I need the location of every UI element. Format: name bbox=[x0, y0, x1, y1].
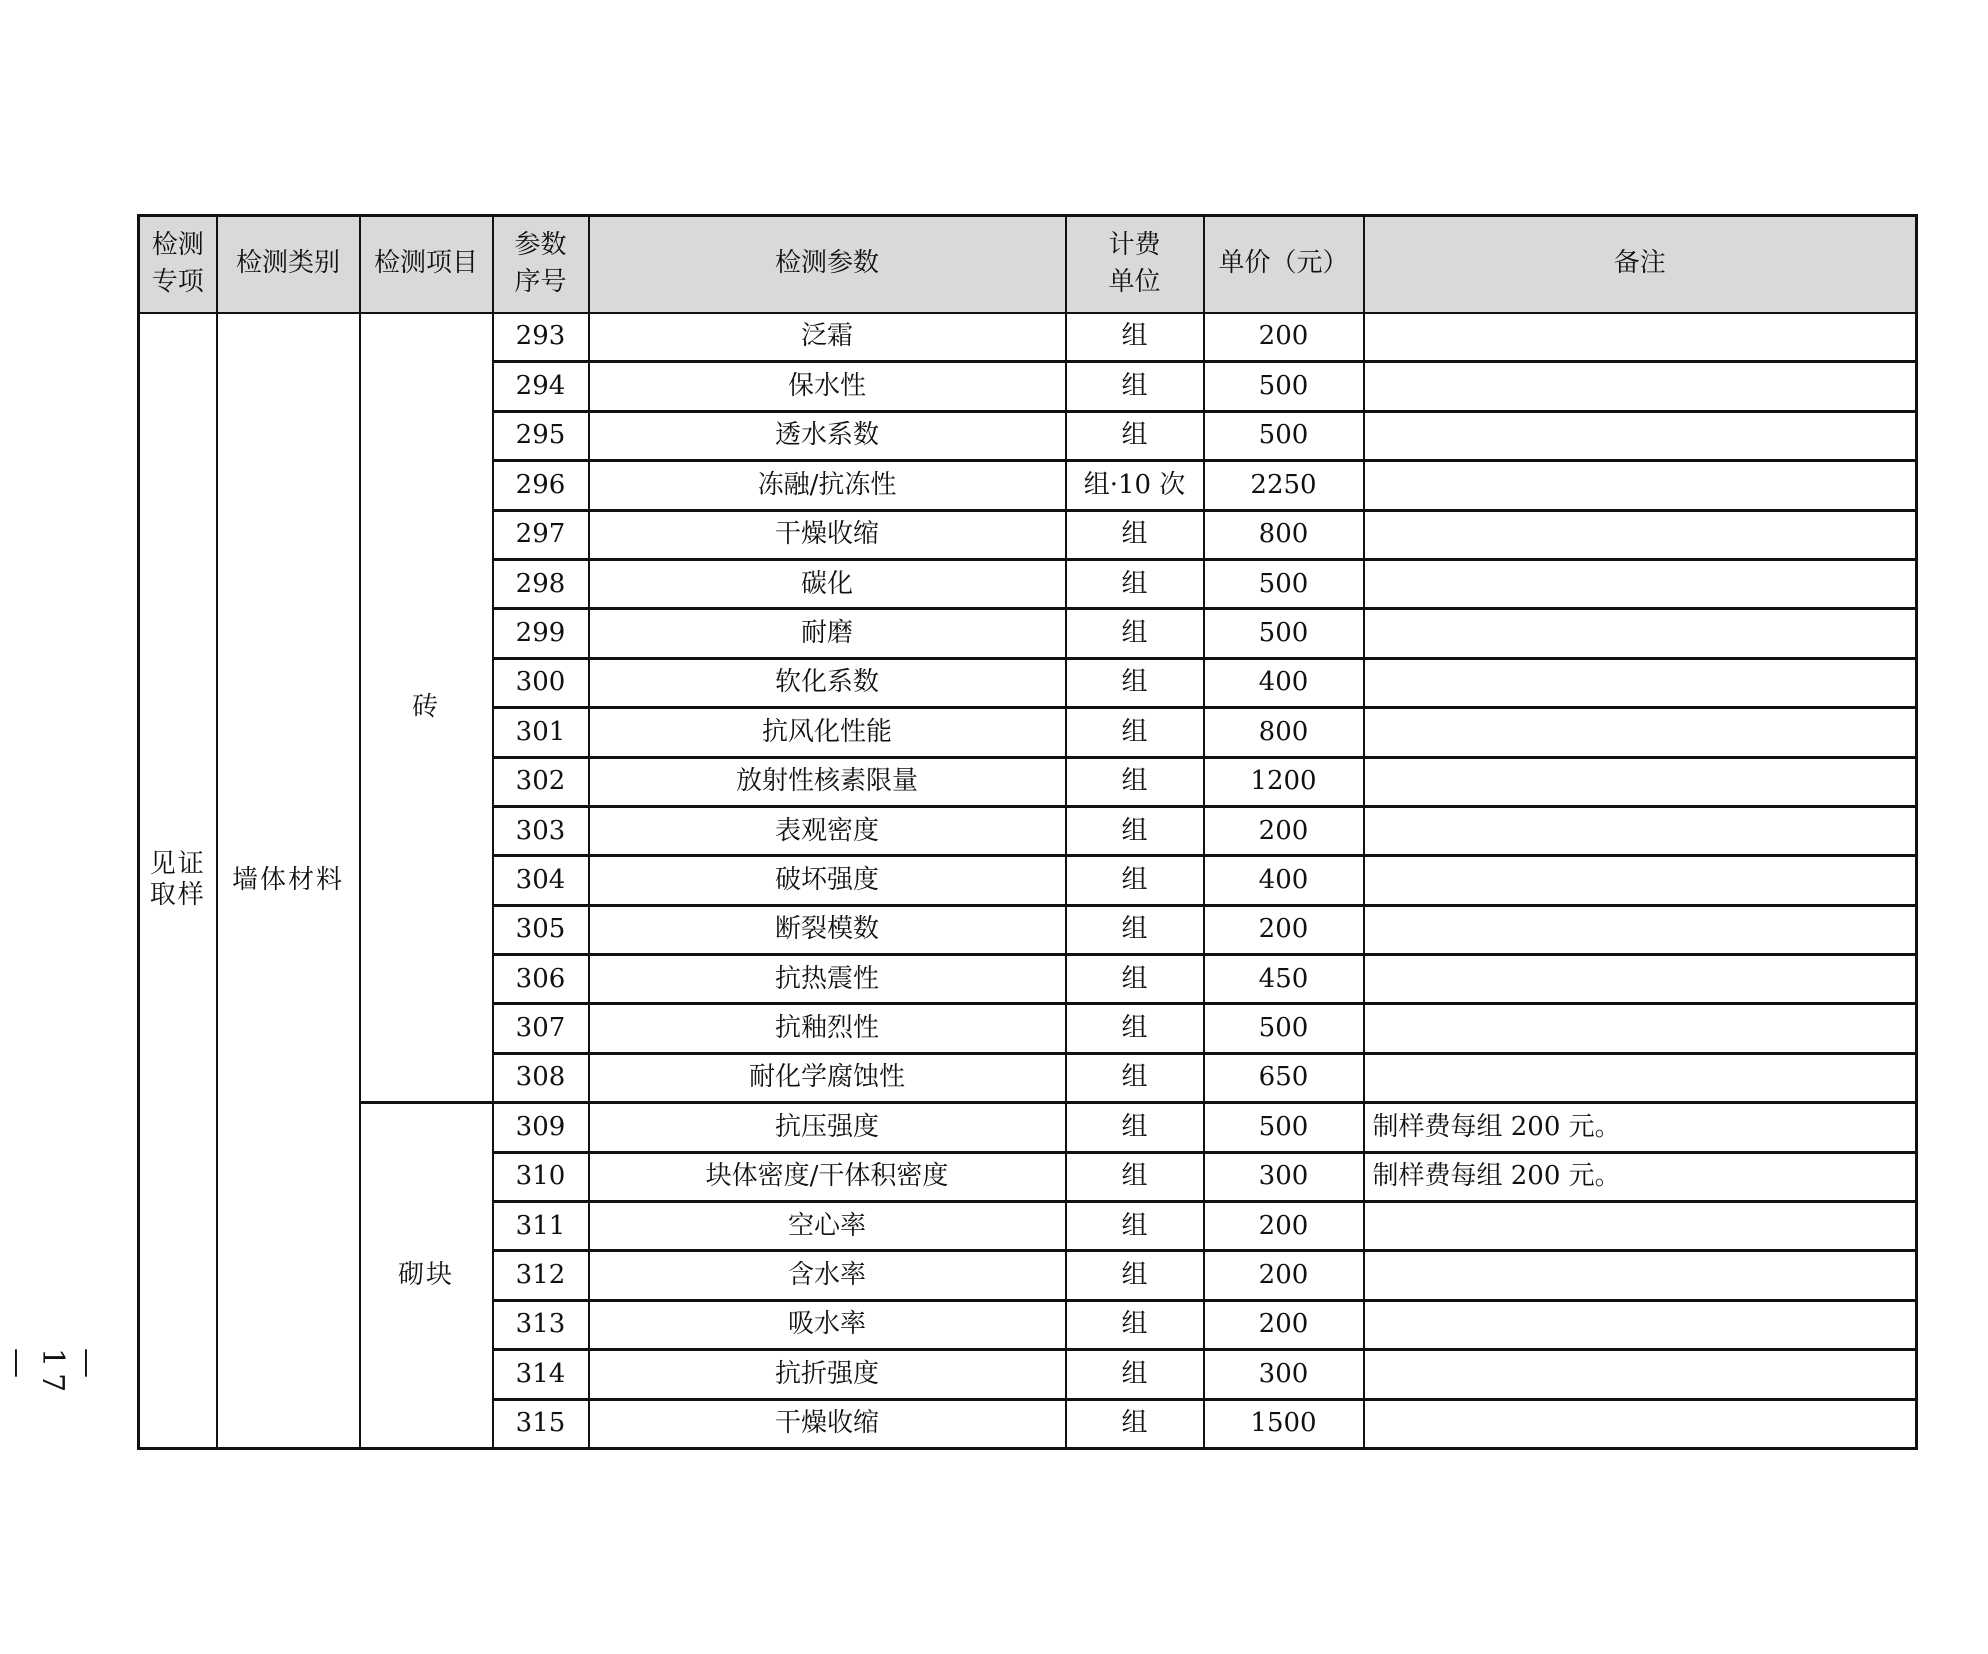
param-cell: 块体密度/干体积密度 bbox=[589, 1152, 1066, 1201]
param-cell: 破坏强度 bbox=[589, 856, 1066, 905]
param-cell: 干燥收缩 bbox=[589, 1399, 1066, 1448]
fee-table bbox=[137, 214, 1918, 1450]
unit-cell: 组 bbox=[1066, 856, 1204, 905]
price-cell: 800 bbox=[1204, 708, 1364, 757]
remark-cell bbox=[1364, 461, 1917, 510]
remark-cell bbox=[1364, 905, 1917, 954]
remark-cell bbox=[1364, 856, 1917, 905]
special-line1: 见证 bbox=[149, 849, 206, 880]
seq-cell: 309 bbox=[493, 1103, 589, 1152]
seq-cell: 311 bbox=[493, 1202, 589, 1251]
unit-cell: 组 bbox=[1066, 955, 1204, 1004]
unit-cell: 组 bbox=[1066, 1399, 1204, 1448]
remark-cell bbox=[1364, 411, 1917, 460]
header-unit-line1: 计费 bbox=[1108, 229, 1161, 260]
price-cell: 2250 bbox=[1204, 461, 1364, 510]
param-cell: 断裂模数 bbox=[589, 905, 1066, 954]
unit-cell: 组 bbox=[1066, 1004, 1204, 1053]
seq-cell: 313 bbox=[493, 1300, 589, 1349]
header-price: 单价（元） bbox=[1204, 216, 1364, 313]
price-cell: 800 bbox=[1204, 510, 1364, 559]
remark-cell bbox=[1364, 1202, 1917, 1251]
seq-cell: 293 bbox=[493, 313, 589, 362]
header-seq-line2: 序号 bbox=[514, 267, 567, 298]
header-category: 检测类别 bbox=[217, 216, 360, 313]
param-cell: 抗热震性 bbox=[589, 955, 1066, 1004]
seq-cell: 300 bbox=[493, 658, 589, 707]
page-number: — 17 — bbox=[0, 1348, 106, 1399]
unit-cell: 组 bbox=[1066, 708, 1204, 757]
param-cell: 透水系数 bbox=[589, 411, 1066, 460]
price-cell: 650 bbox=[1204, 1053, 1364, 1102]
item-cell-brick: 砖 bbox=[360, 313, 493, 1103]
remark-cell bbox=[1364, 1300, 1917, 1349]
unit-cell: 组 bbox=[1066, 806, 1204, 855]
param-cell: 抗折强度 bbox=[589, 1350, 1066, 1399]
param-cell: 放射性核素限量 bbox=[589, 757, 1066, 806]
remark-cell bbox=[1364, 609, 1917, 658]
unit-cell: 组 bbox=[1066, 362, 1204, 411]
price-cell: 200 bbox=[1204, 1202, 1364, 1251]
table-row bbox=[139, 1103, 1917, 1152]
remark-cell: 制样费每组 200 元。 bbox=[1364, 1103, 1917, 1152]
price-cell: 200 bbox=[1204, 905, 1364, 954]
remark-cell bbox=[1364, 1053, 1917, 1102]
param-cell: 干燥收缩 bbox=[589, 510, 1066, 559]
seq-cell: 296 bbox=[493, 461, 589, 510]
unit-cell: 组 bbox=[1066, 559, 1204, 608]
price-cell: 200 bbox=[1204, 313, 1364, 362]
remark-cell bbox=[1364, 806, 1917, 855]
remark-cell bbox=[1364, 1004, 1917, 1053]
seq-cell: 302 bbox=[493, 757, 589, 806]
unit-cell: 组 bbox=[1066, 1053, 1204, 1102]
unit-cell: 组 bbox=[1066, 905, 1204, 954]
param-cell: 泛霜 bbox=[589, 313, 1066, 362]
header-item: 检测项目 bbox=[360, 216, 493, 313]
price-cell: 200 bbox=[1204, 1300, 1364, 1349]
seq-cell: 308 bbox=[493, 1053, 589, 1102]
remark-cell bbox=[1364, 362, 1917, 411]
seq-cell: 297 bbox=[493, 510, 589, 559]
price-cell: 500 bbox=[1204, 411, 1364, 460]
param-cell: 抗釉烈性 bbox=[589, 1004, 1066, 1053]
seq-cell: 304 bbox=[493, 856, 589, 905]
price-cell: 500 bbox=[1204, 559, 1364, 608]
item-cell-block: 砌块 bbox=[360, 1103, 493, 1449]
table-body bbox=[139, 313, 1917, 1449]
header-seq-line1: 参数 bbox=[514, 229, 567, 260]
seq-cell: 306 bbox=[493, 955, 589, 1004]
price-cell: 500 bbox=[1204, 362, 1364, 411]
remark-cell bbox=[1364, 708, 1917, 757]
header-special bbox=[139, 216, 217, 313]
remark-cell bbox=[1364, 313, 1917, 362]
seq-cell: 314 bbox=[493, 1350, 589, 1399]
seq-cell: 303 bbox=[493, 806, 589, 855]
seq-cell: 310 bbox=[493, 1152, 589, 1201]
seq-cell: 301 bbox=[493, 708, 589, 757]
param-cell: 表观密度 bbox=[589, 806, 1066, 855]
special-line2: 取样 bbox=[149, 880, 206, 911]
table-row bbox=[139, 313, 1917, 362]
seq-cell: 307 bbox=[493, 1004, 589, 1053]
param-cell: 抗风化性能 bbox=[589, 708, 1066, 757]
param-cell: 耐磨 bbox=[589, 609, 1066, 658]
price-cell: 1200 bbox=[1204, 757, 1364, 806]
unit-cell: 组·10 次 bbox=[1066, 461, 1204, 510]
seq-cell: 298 bbox=[493, 559, 589, 608]
price-cell: 400 bbox=[1204, 856, 1364, 905]
price-cell: 400 bbox=[1204, 658, 1364, 707]
param-cell: 冻融/抗冻性 bbox=[589, 461, 1066, 510]
remark-cell bbox=[1364, 1399, 1917, 1448]
param-cell: 吸水率 bbox=[589, 1300, 1066, 1349]
unit-cell: 组 bbox=[1066, 757, 1204, 806]
header-seq bbox=[493, 216, 589, 313]
price-cell: 200 bbox=[1204, 806, 1364, 855]
price-cell: 300 bbox=[1204, 1350, 1364, 1399]
special-cell bbox=[139, 313, 217, 1449]
remark-cell bbox=[1364, 1350, 1917, 1399]
unit-cell: 组 bbox=[1066, 411, 1204, 460]
seq-cell: 299 bbox=[493, 609, 589, 658]
category-cell: 墙体材料 bbox=[217, 313, 360, 1449]
unit-cell: 组 bbox=[1066, 1350, 1204, 1399]
unit-cell: 组 bbox=[1066, 1202, 1204, 1251]
param-cell: 保水性 bbox=[589, 362, 1066, 411]
unit-cell: 组 bbox=[1066, 1103, 1204, 1152]
seq-cell: 294 bbox=[493, 362, 589, 411]
seq-cell: 295 bbox=[493, 411, 589, 460]
header-unit-line2: 单位 bbox=[1108, 267, 1161, 298]
price-cell: 1500 bbox=[1204, 1399, 1364, 1448]
unit-cell: 组 bbox=[1066, 609, 1204, 658]
remark-cell bbox=[1364, 1251, 1917, 1300]
header-special-line1: 检测 bbox=[151, 229, 204, 260]
unit-cell: 组 bbox=[1066, 1300, 1204, 1349]
price-cell: 500 bbox=[1204, 609, 1364, 658]
param-cell: 含水率 bbox=[589, 1251, 1066, 1300]
unit-cell: 组 bbox=[1066, 1251, 1204, 1300]
price-cell: 500 bbox=[1204, 1004, 1364, 1053]
price-cell: 450 bbox=[1204, 955, 1364, 1004]
seq-cell: 312 bbox=[493, 1251, 589, 1300]
remark-cell bbox=[1364, 510, 1917, 559]
param-cell: 耐化学腐蚀性 bbox=[589, 1053, 1066, 1102]
remark-cell: 制样费每组 200 元。 bbox=[1364, 1152, 1917, 1201]
param-cell: 空心率 bbox=[589, 1202, 1066, 1251]
unit-cell: 组 bbox=[1066, 313, 1204, 362]
price-cell: 200 bbox=[1204, 1251, 1364, 1300]
header-unit bbox=[1066, 216, 1204, 313]
seq-cell: 305 bbox=[493, 905, 589, 954]
header-special-line2: 专项 bbox=[151, 267, 204, 298]
param-cell: 碳化 bbox=[589, 559, 1066, 608]
remark-cell bbox=[1364, 757, 1917, 806]
table-header bbox=[139, 216, 1917, 313]
unit-cell: 组 bbox=[1066, 510, 1204, 559]
remark-cell bbox=[1364, 955, 1917, 1004]
header-remark: 备注 bbox=[1364, 216, 1917, 313]
param-cell: 抗压强度 bbox=[589, 1103, 1066, 1152]
price-cell: 300 bbox=[1204, 1152, 1364, 1201]
param-cell: 软化系数 bbox=[589, 658, 1066, 707]
header-param: 检测参数 bbox=[589, 216, 1066, 313]
seq-cell: 315 bbox=[493, 1399, 589, 1448]
remark-cell bbox=[1364, 658, 1917, 707]
unit-cell: 组 bbox=[1066, 1152, 1204, 1201]
remark-cell bbox=[1364, 559, 1917, 608]
unit-cell: 组 bbox=[1066, 658, 1204, 707]
price-cell: 500 bbox=[1204, 1103, 1364, 1152]
